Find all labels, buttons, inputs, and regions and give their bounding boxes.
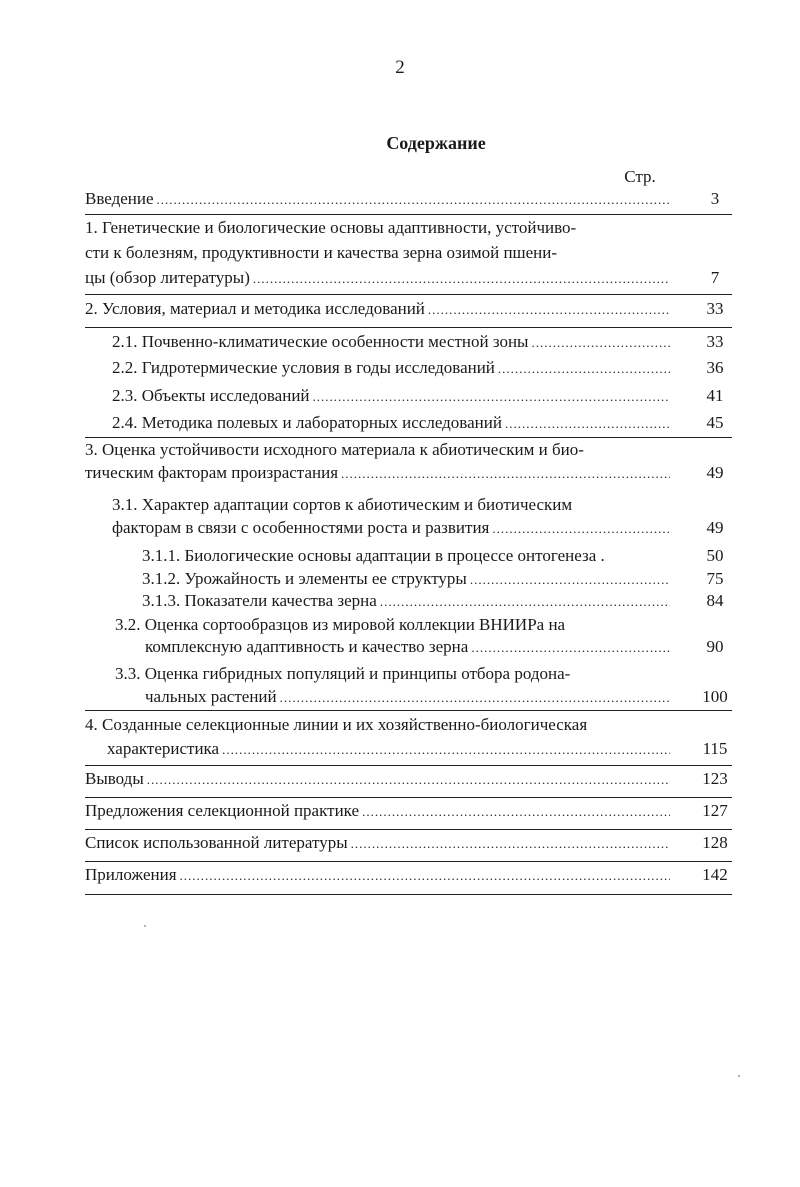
toc-entry-text: 2.4. Методика полевых и лабораторных исследований <box>112 413 502 432</box>
toc-rule <box>85 710 732 711</box>
toc-rule <box>85 797 732 798</box>
toc-entry-line <box>85 299 670 320</box>
toc-page-number: 41 <box>706 386 724 405</box>
toc-page-number: 127 <box>702 801 728 820</box>
toc-entry-line <box>115 664 670 684</box>
toc-page-number: 7 <box>710 268 720 287</box>
toc-rule <box>85 294 732 295</box>
toc-page-number: 75 <box>706 569 724 588</box>
dot-leader <box>380 592 670 612</box>
toc-page-number: 49 <box>706 518 724 537</box>
scan-speck <box>144 925 146 927</box>
page-column-label: Стр. <box>624 167 656 186</box>
toc-page-number: 90 <box>706 637 724 656</box>
toc-entry-text: комплексную адаптивность и качество зерна <box>145 637 469 656</box>
dot-leader <box>280 688 670 708</box>
toc-page-number: 49 <box>706 463 724 482</box>
toc-title: Содержание <box>386 133 486 153</box>
toc-entry-line <box>142 591 670 612</box>
toc-entry-text: 3.1.2. Урожайность и элементы ее структуры <box>142 569 467 588</box>
toc-entry-text: 2. Условия, материал и методика исследований <box>85 299 425 318</box>
toc-entry-line <box>85 189 670 210</box>
toc-entry-text: Предложения селекционной практике <box>85 801 360 820</box>
dot-leader <box>157 190 670 210</box>
toc-entry-line <box>112 413 670 434</box>
dot-leader <box>471 638 670 658</box>
toc-entry-line <box>85 833 670 854</box>
dot-leader <box>341 464 670 484</box>
toc-entry-line <box>85 801 670 822</box>
toc-entry-line <box>142 546 687 566</box>
toc-entry-line <box>145 637 670 658</box>
toc-entry-text: Список использованной литературы <box>85 833 348 852</box>
toc-entry-text: 3.2. Оценка сортообразцов из мировой коллекции ВНИИРа на <box>115 615 566 634</box>
toc-rule <box>85 327 732 328</box>
toc-entry-line <box>112 358 670 379</box>
toc-rule <box>85 765 732 766</box>
toc-entry-line <box>115 615 670 635</box>
toc-entry-line <box>112 386 670 407</box>
toc-page-number: 45 <box>706 413 724 432</box>
toc-page-number: 36 <box>706 358 724 377</box>
toc-entry-line <box>145 687 670 708</box>
dot-leader <box>505 414 670 434</box>
toc-entry-text: Введение <box>85 189 154 208</box>
toc-entry-text: чальных растений <box>145 687 277 706</box>
dot-leader <box>362 802 670 822</box>
toc-entry-line <box>85 268 670 289</box>
toc-entry-text: 2.3. Объекты исследований <box>112 386 310 405</box>
toc-entry-text: характеристика <box>107 739 220 758</box>
dot-leader <box>253 269 670 289</box>
toc-entry-line <box>85 769 670 790</box>
toc-entry-text: тическим факторам произрастания <box>85 463 339 482</box>
toc-page-number: 123 <box>702 769 728 788</box>
toc-entry-text: 2.1. Почвенно-климатические особенности местной зоны <box>112 332 529 351</box>
dot-leader <box>147 770 670 790</box>
toc-page-number: 100 <box>702 687 728 706</box>
toc-page-number: 115 <box>702 739 728 758</box>
dot-leader <box>180 866 670 886</box>
page-number: 2 <box>395 57 405 78</box>
dot-leader <box>492 519 670 539</box>
toc-entry-text: 1. Генетические и биологические основы адаптивности, устойчиво- <box>85 218 577 237</box>
toc-page-number: 142 <box>702 865 728 884</box>
dot-leader <box>428 300 670 320</box>
toc-entry-line <box>112 518 670 539</box>
toc-entry-text: цы (обзор литературы) <box>85 268 250 287</box>
toc-page-number: 50 <box>706 546 724 565</box>
scan-speck <box>738 1075 740 1077</box>
toc-entry-line <box>85 218 670 238</box>
toc-entry-text: 4. Созданные селекционные линии и их хозяйственно-биологическая <box>85 715 588 734</box>
dot-leader <box>222 740 670 760</box>
toc-entry-text: 3. Оценка устойчивости исходного материала к абиотическим и био- <box>85 440 584 459</box>
toc-entry-text: 3.3. Оценка гибридных популяций и принципы отбора родона- <box>115 664 571 683</box>
toc-entry-text: 3.1.3. Показатели качества зерна <box>142 591 377 610</box>
toc-rule <box>85 214 732 215</box>
toc-rule <box>85 437 732 438</box>
toc-entry-text: факторам в связи с особенностями роста и развития <box>112 518 490 537</box>
toc-entry-text: 2.2. Гидротермические условия в годы исследований <box>112 358 495 377</box>
toc-entry-line <box>85 440 670 460</box>
dot-leader <box>498 359 670 379</box>
dot-leader <box>470 570 670 590</box>
toc-page-number: 84 <box>706 591 724 610</box>
toc-page-number: 33 <box>706 332 724 351</box>
dot-leader <box>313 387 670 407</box>
toc-rule <box>85 861 732 862</box>
toc-entry-text: сти к болезням, продуктивности и качества зерна озимой пшени- <box>85 243 558 262</box>
toc-entry-text: Выводы <box>85 769 144 788</box>
toc-entry-text: 3.1. Характер адаптации сортов к абиотическим и биотическим <box>112 495 573 514</box>
dot-leader <box>531 333 670 353</box>
toc-rule <box>85 829 732 830</box>
toc-entry-text: 3.1.1. Биологические основы адаптации в процессе онтогенеза . <box>142 546 605 565</box>
toc-entry-line <box>85 243 670 263</box>
toc-entry-line <box>85 715 670 735</box>
toc-entry-line <box>112 495 670 515</box>
toc-entry-line <box>85 463 670 484</box>
toc-rule <box>85 894 732 895</box>
toc-entry-line <box>142 569 670 590</box>
toc-page-number: 33 <box>706 299 724 318</box>
toc-entry-line <box>107 739 670 760</box>
toc-entry-text: Приложения <box>85 865 177 884</box>
toc-entry-line <box>85 865 670 886</box>
dot-leader <box>351 834 670 854</box>
toc-entry-line <box>112 332 670 353</box>
table-of-contents <box>85 0 745 1187</box>
toc-page-number: 128 <box>702 833 728 852</box>
toc-page-number: 3 <box>710 189 720 208</box>
